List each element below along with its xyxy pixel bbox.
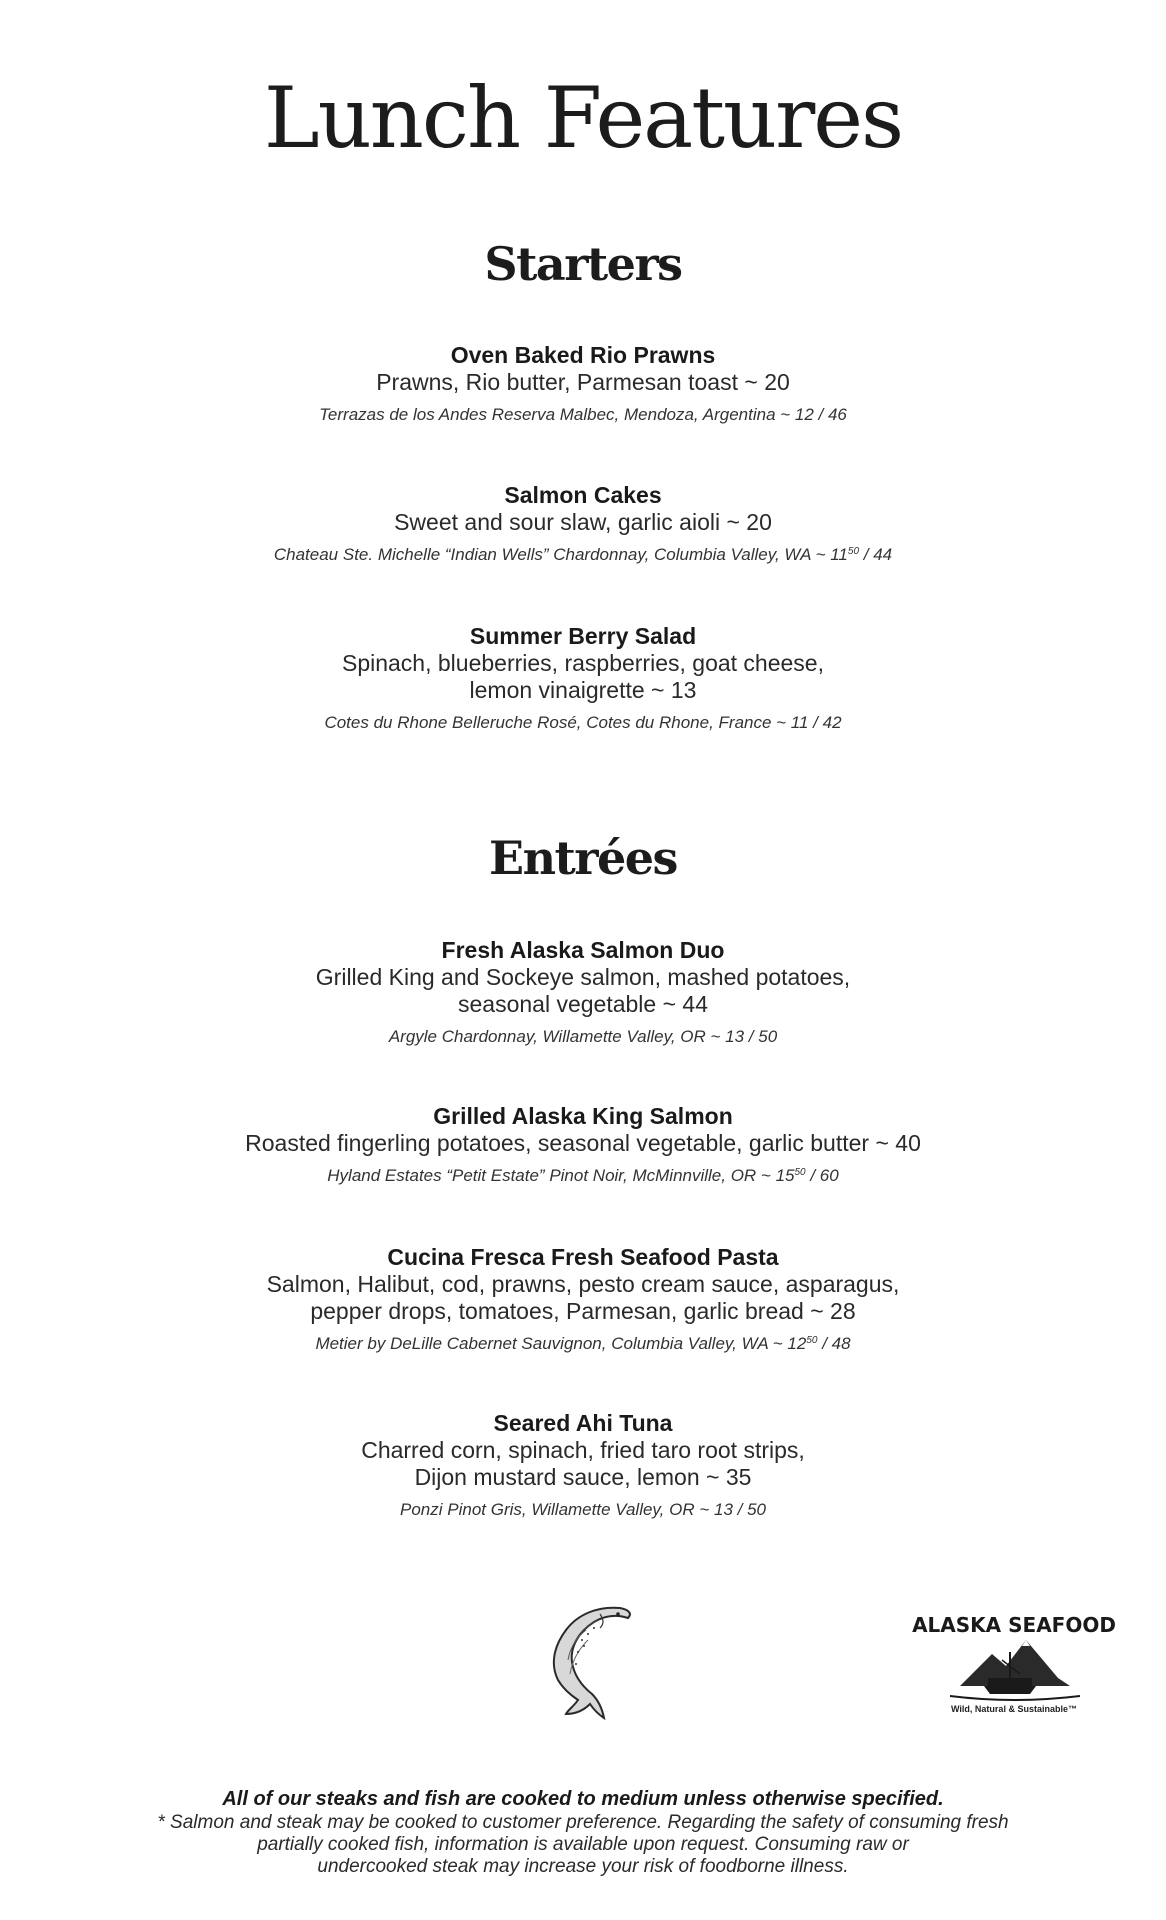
health-disclaimer [0, 1812, 1166, 1878]
item-name: Salmon Cakes [504, 482, 662, 508]
item-name: Summer Berry Salad [469, 623, 697, 649]
menu-item-summer-berry-salad [0, 623, 1166, 734]
wine-pairing: Argyle Chardonnay, Willamette Valley, OR ~ 13 / 50 [388, 1027, 778, 1046]
logo-wordmark: ALASKA SEAFOOD [912, 1613, 1116, 1637]
item-name: Cucina Fresca Fresh Seafood Pasta [387, 1244, 779, 1270]
item-description [0, 1271, 1166, 1325]
section-heading-starters: Starters [484, 237, 682, 291]
item-description [0, 1437, 1166, 1491]
menu-item-salmon-cakes [0, 482, 1166, 566]
item-description [0, 650, 1166, 704]
price-cents: 50 [847, 546, 860, 557]
item-description-line: Grilled King and Sockeye salmon, mashed potatoes, [315, 964, 851, 990]
page-title: Lunch Features [263, 69, 903, 167]
wine-pairing [0, 1333, 1166, 1355]
alaska-seafood-logo [912, 1604, 1116, 1720]
menu-item-seafood-pasta [0, 1244, 1166, 1355]
item-name: Grilled Alaska King Salmon [433, 1103, 733, 1129]
item-description-line: Salmon, Halibut, cod, prawns, pesto cream sauce, asparagus, [266, 1271, 900, 1297]
wine-pairing: Cotes du Rhone Belleruche Rosé, Cotes du Rhone, France ~ 11 / 42 [324, 713, 842, 732]
item-description-line: Sweet and sour slaw, garlic aioli ~ 20 [394, 509, 772, 535]
logo-tagline: Wild, Natural & Sustainable™ [951, 1704, 1077, 1714]
item-description-line: Prawns, Rio butter, Parmesan toast ~ 20 [376, 369, 790, 395]
wine-pairing-text: Metier by DeLille Cabernet Sauvignon, Columbia Valley, WA ~ 12 [315, 1334, 807, 1353]
item-name: Seared Ahi Tuna [493, 1410, 673, 1436]
menu-item-king-salmon [0, 1103, 1166, 1187]
item-description [0, 369, 1166, 396]
item-description-line: Roasted fingerling potatoes, seasonal vegetable, garlic butter ~ 40 [245, 1130, 921, 1156]
item-name: Oven Baked Rio Prawns [450, 342, 716, 368]
item-name: Fresh Alaska Salmon Duo [441, 937, 725, 963]
item-description-line: Dijon mustard sauce, lemon ~ 35 [414, 1464, 752, 1490]
menu-item-ahi-tuna [0, 1410, 1166, 1521]
wine-pairing-text: / 44 [859, 545, 893, 564]
item-description [0, 509, 1166, 536]
menu-item-rio-prawns [0, 342, 1166, 426]
item-description-line: pepper drops, tomatoes, Parmesan, garlic bread ~ 28 [310, 1298, 856, 1324]
price-cents: 50 [806, 1335, 818, 1346]
cooking-notice: All of our steaks and fish are cooked to medium unless otherwise specified. [222, 1788, 944, 1810]
section-heading-entrees: Entrées [489, 831, 677, 885]
wine-pairing-text: Hyland Estates “Petit Estate” Pinot Noir, McMinnville, OR ~ 15 [327, 1166, 795, 1185]
menu-item-salmon-duo [0, 937, 1166, 1048]
wine-pairing-text: Chateau Ste. Michelle “Indian Wells” Chardonnay, Columbia Valley, WA ~ 11 [273, 545, 848, 564]
item-description-line: Spinach, blueberries, raspberries, goat cheese, [341, 650, 824, 676]
wine-pairing-text: / 48 [817, 1334, 851, 1353]
footer [0, 1786, 1166, 1878]
salmon-illustration-icon [538, 1600, 642, 1720]
wine-pairing [0, 544, 1166, 566]
item-description-line: lemon vinaigrette ~ 13 [469, 677, 697, 703]
wine-pairing: Terrazas de los Andes Reserva Malbec, Mendoza, Argentina ~ 12 / 46 [319, 405, 847, 424]
alaska-seafood-emblem-icon [912, 1604, 1116, 1704]
item-description [0, 964, 1166, 1018]
wine-pairing [0, 1165, 1166, 1187]
item-description-line: seasonal vegetable ~ 44 [457, 991, 708, 1017]
wine-pairing-text: / 60 [805, 1166, 839, 1185]
wine-pairing: Ponzi Pinot Gris, Willamette Valley, OR ~ 13 / 50 [400, 1500, 766, 1519]
disclaimer-line: * Salmon and steak may be cooked to customer preference. Regarding the safety of consuming fresh [157, 1812, 1009, 1833]
disclaimer-line: undercooked steak may increase your risk of foodborne illness. [317, 1856, 849, 1877]
disclaimer-line: partially cooked fish, information is available upon request. Consuming raw or [257, 1834, 909, 1855]
item-description [0, 1130, 1166, 1157]
price-cents: 50 [794, 1167, 806, 1178]
item-description-line: Charred corn, spinach, fried taro root strips, [361, 1437, 805, 1463]
